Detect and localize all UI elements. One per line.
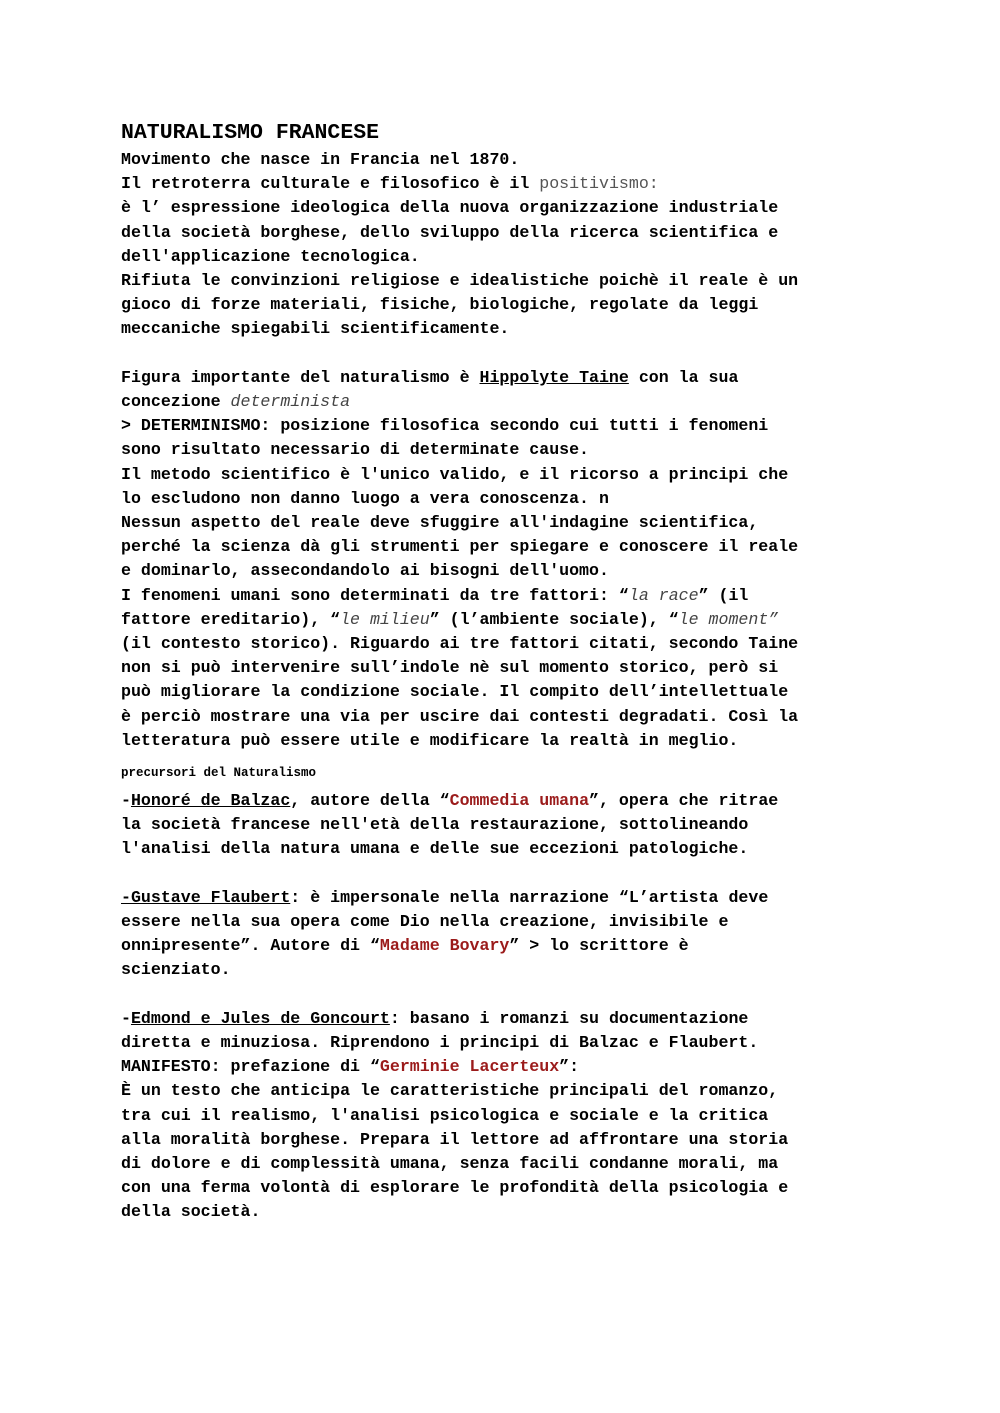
text-line: con una ferma volontà di esplorare le profondità della psicologia e: [121, 1178, 789, 1198]
text-line: [121, 1055, 900, 1079]
text-span: ” (il: [698, 585, 749, 605]
text-line: non si può intervenire sull’indole nè sul momento storico, però si: [121, 658, 779, 678]
goncourt-section: [121, 1007, 900, 1225]
text-line: l'analisi della natura umana e delle sue eccezioni patologiche.: [121, 839, 749, 859]
text-line: Il metodo scientifico è l'unico valido, e il ricorso a principi che: [121, 464, 789, 484]
text-span: ” > lo scrittore è: [509, 936, 689, 956]
text-line: letteratura può essere utile e modificare la realtà in meglio.: [121, 730, 739, 750]
text-line: Movimento che nasce in Francia nel 1870.: [121, 150, 520, 169]
work-madame-bovary: Madame Bovary: [379, 936, 510, 956]
text-line: dell'applicazione tecnologica.: [121, 246, 420, 266]
text-line: [121, 390, 900, 414]
text-line: della società borghese, dello sviluppo della ricerca scientifica e: [121, 222, 779, 242]
text-line: meccaniche spiegabili scientificamente.: [121, 319, 510, 339]
text-line: alla moralità borghese. Prepara il lettore ad affrontare una storia: [121, 1129, 789, 1149]
balzac-section: [121, 789, 900, 862]
text-span: ”, opera che ritrae: [589, 791, 779, 811]
name-balzac: Honoré de Balzac: [130, 791, 291, 811]
text-line: [121, 934, 900, 958]
name-goncourt: Edmond e Jules de Goncourt: [130, 1008, 390, 1028]
term-la-race: la race: [628, 585, 699, 605]
text-span: MANIFESTO: prefazione di “: [121, 1057, 380, 1077]
name-flaubert: -Gustave Flaubert: [121, 887, 291, 907]
text-line: [121, 1007, 900, 1031]
text-line: lo escludono non danno luogo a vera conoscenza. n: [121, 488, 609, 508]
text-span: fattore ereditario), “: [121, 609, 341, 629]
text-line: Rifiuta le convinzioni religiose e idealistiche poichè il reale è un: [121, 271, 799, 291]
text-line: Nessun aspetto del reale deve sfuggire all'indagine scientifica,: [121, 513, 759, 533]
text-span: ”:: [559, 1057, 580, 1077]
text-span: I fenomeni umani sono determinati da tre fattori: “: [121, 585, 629, 605]
text-line: è perciò mostrare una via per uscire dai contesti degradati. Così la: [121, 706, 799, 726]
text-span: concezione: [121, 392, 231, 412]
spacer: [121, 862, 900, 886]
text-line: [121, 172, 900, 196]
text-line: [121, 584, 900, 608]
text-line: [121, 366, 900, 390]
spacer: [121, 983, 900, 1007]
text-line: sono risultato necessario di determinate cause.: [121, 440, 590, 460]
text-line: [121, 789, 900, 813]
text-span: ”: [768, 609, 779, 629]
term-le-moment: le moment: [678, 609, 769, 629]
work-germinie-lacerteux: Germinie Lacerteux: [379, 1057, 560, 1077]
text-span: -: [121, 1008, 131, 1028]
text-span: :: [648, 174, 659, 194]
text-line: diretta e minuziosa. Riprendono i principi di Balzac e Flaubert.: [121, 1033, 759, 1053]
text-span: -: [121, 791, 131, 811]
text-line: [121, 886, 900, 910]
document-title: NATURALISMO FRANCESE: [121, 121, 380, 145]
text-line: e dominarlo, assecondandolo ai bisogni dell'uomo.: [121, 561, 609, 581]
term-positivismo: positivismo: [539, 174, 649, 194]
text-span: Il retroterra culturale e filosofico è il: [121, 174, 540, 194]
flaubert-section: [121, 886, 900, 983]
text-span: con la sua: [628, 367, 739, 387]
text-line: gioco di forze materiali, fisiche, biologiche, regolate da leggi: [121, 295, 759, 315]
text-span: onnipresente”. Autore di “: [121, 936, 380, 956]
spacer: [121, 342, 900, 366]
text-line: può migliorare la condizione sociale. Il compito dell’intellettuale: [121, 682, 789, 702]
text-line: di dolore e di complessità umana, senza facili condanne morali, ma: [121, 1154, 779, 1174]
term-determinista: determinista: [230, 392, 351, 412]
text-span: : basano i romanzi su documentazione: [389, 1008, 749, 1028]
intro-section: [121, 148, 900, 342]
text-span: Figura importante del naturalismo è: [121, 367, 480, 387]
section-heading-precursori: precursori del Naturalismo: [121, 766, 317, 781]
name-hippolyte-taine: Hippolyte Taine: [479, 367, 629, 387]
text-line: la società francese nell'età della restaurazione, sottolineando: [121, 815, 749, 835]
text-line: scienziato.: [121, 960, 231, 980]
taine-section: [121, 366, 900, 753]
text-span: : è impersonale nella narrazione “L’artista deve: [290, 887, 769, 907]
text-line: È un testo che anticipa le caratteristiche principali del romanzo,: [121, 1081, 779, 1101]
text-line: è l’ espressione ideologica della nuova organizzazione industriale: [121, 198, 779, 218]
text-line: della società.: [121, 1202, 261, 1222]
text-line: [121, 608, 900, 632]
text-line: (il contesto storico). Riguardo ai tre fattori citati, secondo Taine: [121, 634, 799, 654]
text-line: perché la scienza dà gli strumenti per spiegare e conoscere il reale: [121, 537, 799, 557]
term-le-milieu: le milieu: [340, 609, 430, 629]
text-line: essere nella sua opera come Dio nella creazione, invisibile e: [121, 912, 729, 932]
text-span: , autore della “: [290, 791, 450, 811]
text-line: tra cui il realismo, l'analisi psicologica e sociale e la critica: [121, 1105, 769, 1125]
text-span: ” (l’ambiente sociale), “: [429, 609, 679, 629]
work-commedia-umana: Commedia umana: [449, 791, 590, 811]
text-line: > DETERMINISMO: posizione filosofica secondo cui tutti i fenomeni: [121, 416, 769, 436]
